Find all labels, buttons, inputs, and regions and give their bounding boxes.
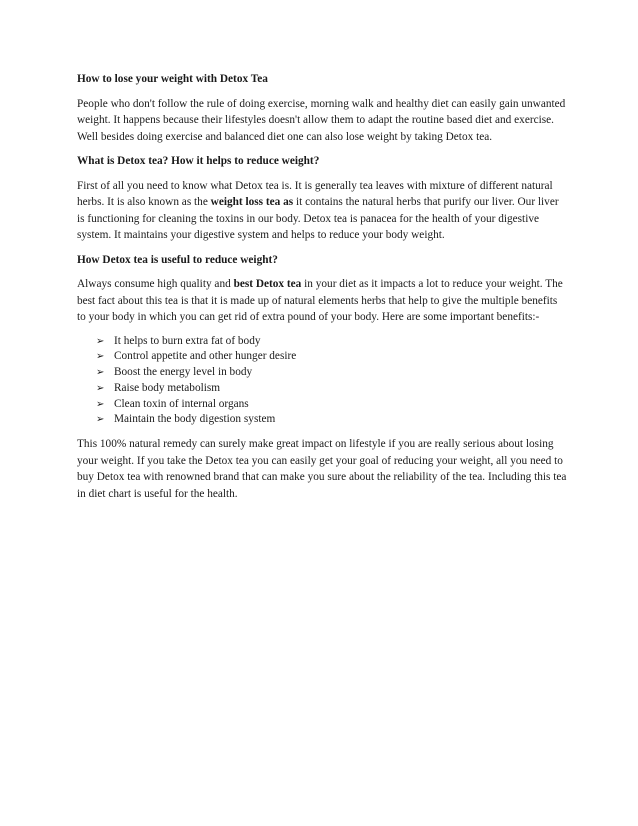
arrowhead-bullet-icon: ➢: [96, 367, 105, 379]
benefit-item: [96, 334, 567, 350]
benefit-item: [96, 381, 567, 397]
section1-text-end: it contains the natural herbs that purify our liver. Our liver is functioning for cleaning the toxins in our body. Detox tea is panacea for the health of your digestive system. It maintains your digestive system and helps to reduce your body weight.: [77, 196, 559, 241]
benefit-item: [96, 412, 567, 428]
section2-text-end: in your diet as it impacts a lot to reduce your weight. The best fact about this tea is that it is made up of natural elements herbs that help to give the multiple benefits to your body in which you can get rid of extra pound of your body. Here are some important benefits:-: [77, 278, 563, 323]
benefit-text: Clean toxin of internal organs: [114, 397, 249, 410]
benefit-item: [96, 365, 567, 381]
arrowhead-bullet-icon: ➢: [96, 382, 105, 394]
benefit-text: It helps to burn extra fat of body: [114, 334, 261, 347]
closing-paragraph: This 100% natural remedy can surely make great impact on lifestyle if you are really serious about losing your weight. If you take the Detox tea you can easily get your goal of reducing your weight, all you need to buy Detox tea with renowned brand that can make you sure about the reliability of the tea. Including this tea in diet chart is useful for the health.: [77, 438, 567, 500]
section1-text-start: First of all you need to know what Detox tea is. It is generally tea leaves with mixture of different natural herbs. It is also known as the: [77, 179, 553, 208]
benefit-text: Boost the energy level in body: [114, 366, 253, 379]
section2-heading: How Detox tea is useful to reduce weight?: [77, 253, 278, 266]
section2-text-start: Always consume high quality and: [77, 278, 234, 290]
section2-paragraph: [77, 276, 567, 326]
benefit-item: [96, 349, 567, 365]
section1-paragraph: [77, 178, 567, 244]
arrowhead-bullet-icon: ➢: [96, 351, 105, 363]
benefit-text: Raise body metabolism: [114, 381, 221, 394]
benefit-text: Control appetite and other hunger desire: [114, 350, 297, 363]
section1-heading: What is Detox tea? How it helps to reduce weight?: [77, 155, 320, 167]
arrowhead-bullet-icon: ➢: [96, 398, 105, 410]
benefits-list: [77, 334, 567, 429]
document-body: [77, 71, 567, 510]
document-title: How to lose your weight with Detox Tea: [77, 73, 268, 85]
section1-bold-phrase: weight loss tea as: [210, 196, 294, 208]
intro-paragraph: People who don't follow the rule of doing exercise, morning walk and healthy diet can easily gain unwanted weight. It happens because their lifestyles doesn't allow them to adapt the routine based diet and exercise. Well besides doing exercise and balanced diet one can also lose weight by taking Detox tea.: [77, 97, 566, 143]
arrowhead-bullet-icon: ➢: [96, 414, 105, 426]
arrowhead-bullet-icon: ➢: [96, 335, 105, 347]
section2-bold-phrase: best Detox tea: [233, 278, 302, 290]
benefit-item: [96, 397, 567, 413]
benefit-text: Maintain the body digestion system: [114, 413, 276, 426]
